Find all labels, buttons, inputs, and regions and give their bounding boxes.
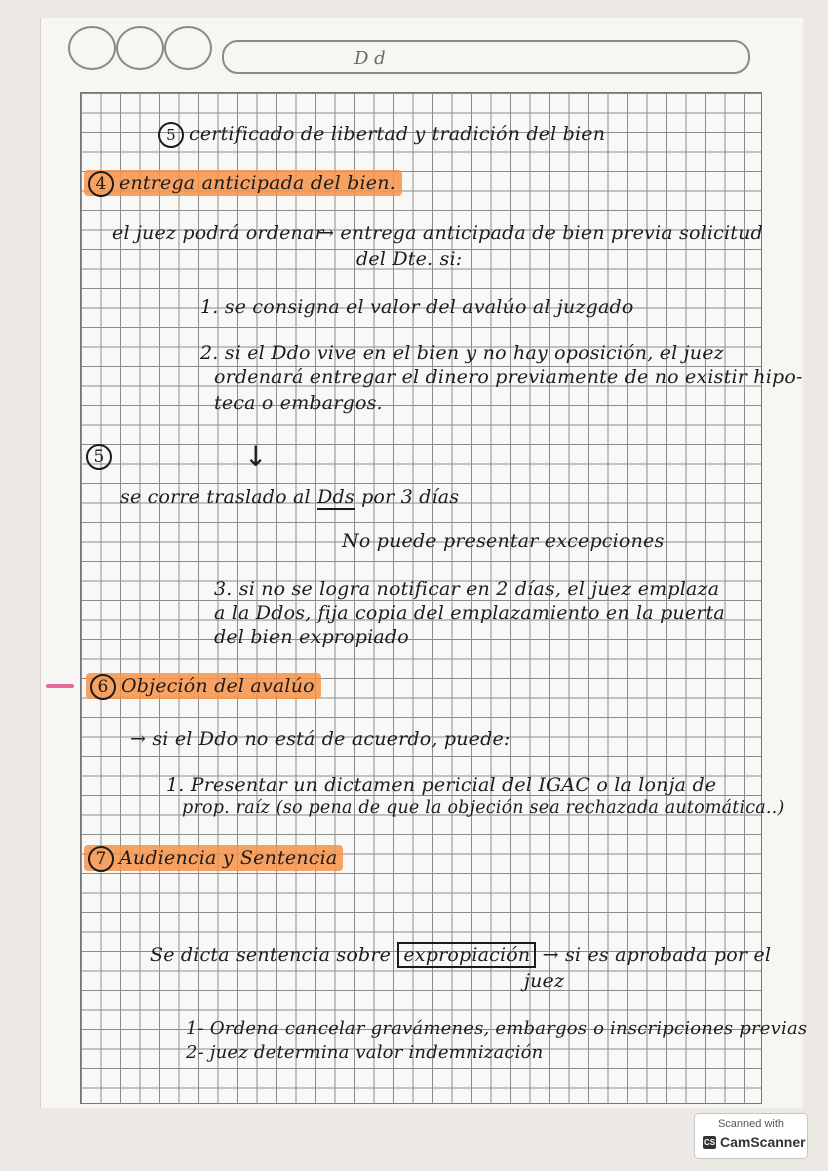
heading-objecion bbox=[86, 674, 321, 700]
date-label: D d bbox=[354, 48, 386, 69]
highlight-6: 6 Objeción del avalúo bbox=[86, 673, 321, 699]
line-valor-indemnizacion: 2- juez determina valor indemnización bbox=[186, 1042, 544, 1063]
line-juez: juez bbox=[524, 970, 565, 992]
step-4-circle: 4 bbox=[88, 171, 114, 197]
line-prop-raiz: prop. raíz (so pena de que la objeción sea rechazada automática..) bbox=[182, 798, 785, 818]
line-del-dte: del Dte. si: bbox=[356, 248, 463, 270]
line-ddo-vive: 2. si el Ddo vive en el bien y no hay oposición, el juez bbox=[200, 342, 724, 364]
step-5-circle: 5 bbox=[86, 444, 112, 470]
line-certificado: 5 certificado de libertad y tradición del bien bbox=[158, 122, 605, 148]
line-no-notificar: 3. si no se logra notificar en 2 días, el juez emplaza bbox=[214, 578, 720, 600]
line-consigna: 1. se consigna el valor del avalúo al juzgado bbox=[200, 296, 634, 318]
line-ordena-cancelar: 1- Ordena cancelar gravámenes, embargos o inscripciones previas bbox=[186, 1018, 808, 1039]
line-bien-expropiado: del bien expropiado bbox=[214, 626, 409, 648]
heading-audiencia bbox=[84, 846, 343, 872]
camscanner-watermark bbox=[694, 1113, 808, 1159]
line-no-puede: No puede presentar excepciones bbox=[342, 530, 665, 552]
heading-entrega-anticipada bbox=[84, 171, 402, 197]
step-5-label bbox=[86, 444, 117, 470]
header-circle-2 bbox=[116, 26, 164, 70]
pink-pen-mark bbox=[46, 684, 74, 688]
header-circle-1 bbox=[68, 26, 116, 70]
line-entrega-previa: → entrega anticipada de bien previa solicitud bbox=[318, 222, 763, 244]
camscanner-brand: CamScanner bbox=[720, 1134, 806, 1150]
line-juez-ordenar: el juez podrá ordenar bbox=[112, 222, 324, 244]
bullet-5-circle: 5 bbox=[158, 122, 184, 148]
highlight-7: 7 Audiencia y Sentencia bbox=[84, 845, 343, 871]
step-6-circle: 6 bbox=[90, 674, 116, 700]
boxed-expropiacion: expropiación bbox=[397, 942, 536, 968]
line-traslado: se corre traslado al Dds por 3 días bbox=[120, 486, 460, 508]
line-ordenara: ordenará entregar el dinero previamente de no existir hipo- bbox=[214, 366, 803, 388]
highlight-4: 4 entrega anticipada del bien. bbox=[84, 170, 402, 196]
date-bar bbox=[222, 40, 750, 74]
line-sentencia: Se dicta sentencia sobre expropiación → si es aprobada por el bbox=[150, 944, 772, 966]
camscanner-logo-icon: CS bbox=[703, 1138, 716, 1147]
line-teca: teca o embargos. bbox=[214, 392, 383, 414]
step-7-circle: 7 bbox=[88, 846, 114, 872]
line-si-ddo: → si el Ddo no está de acuerdo, puede: bbox=[130, 728, 511, 750]
line-dictamen: 1. Presentar un dictamen pericial del IGAC o la lonja de bbox=[166, 774, 717, 796]
scanned-with-label: Scanned with bbox=[717, 1118, 785, 1130]
line-fija-copia: a la Ddos, fija copia del emplazamiento en la puerta bbox=[214, 602, 725, 624]
arrow-down-icon: ↓ bbox=[244, 440, 268, 473]
header-circle-3 bbox=[164, 26, 212, 70]
